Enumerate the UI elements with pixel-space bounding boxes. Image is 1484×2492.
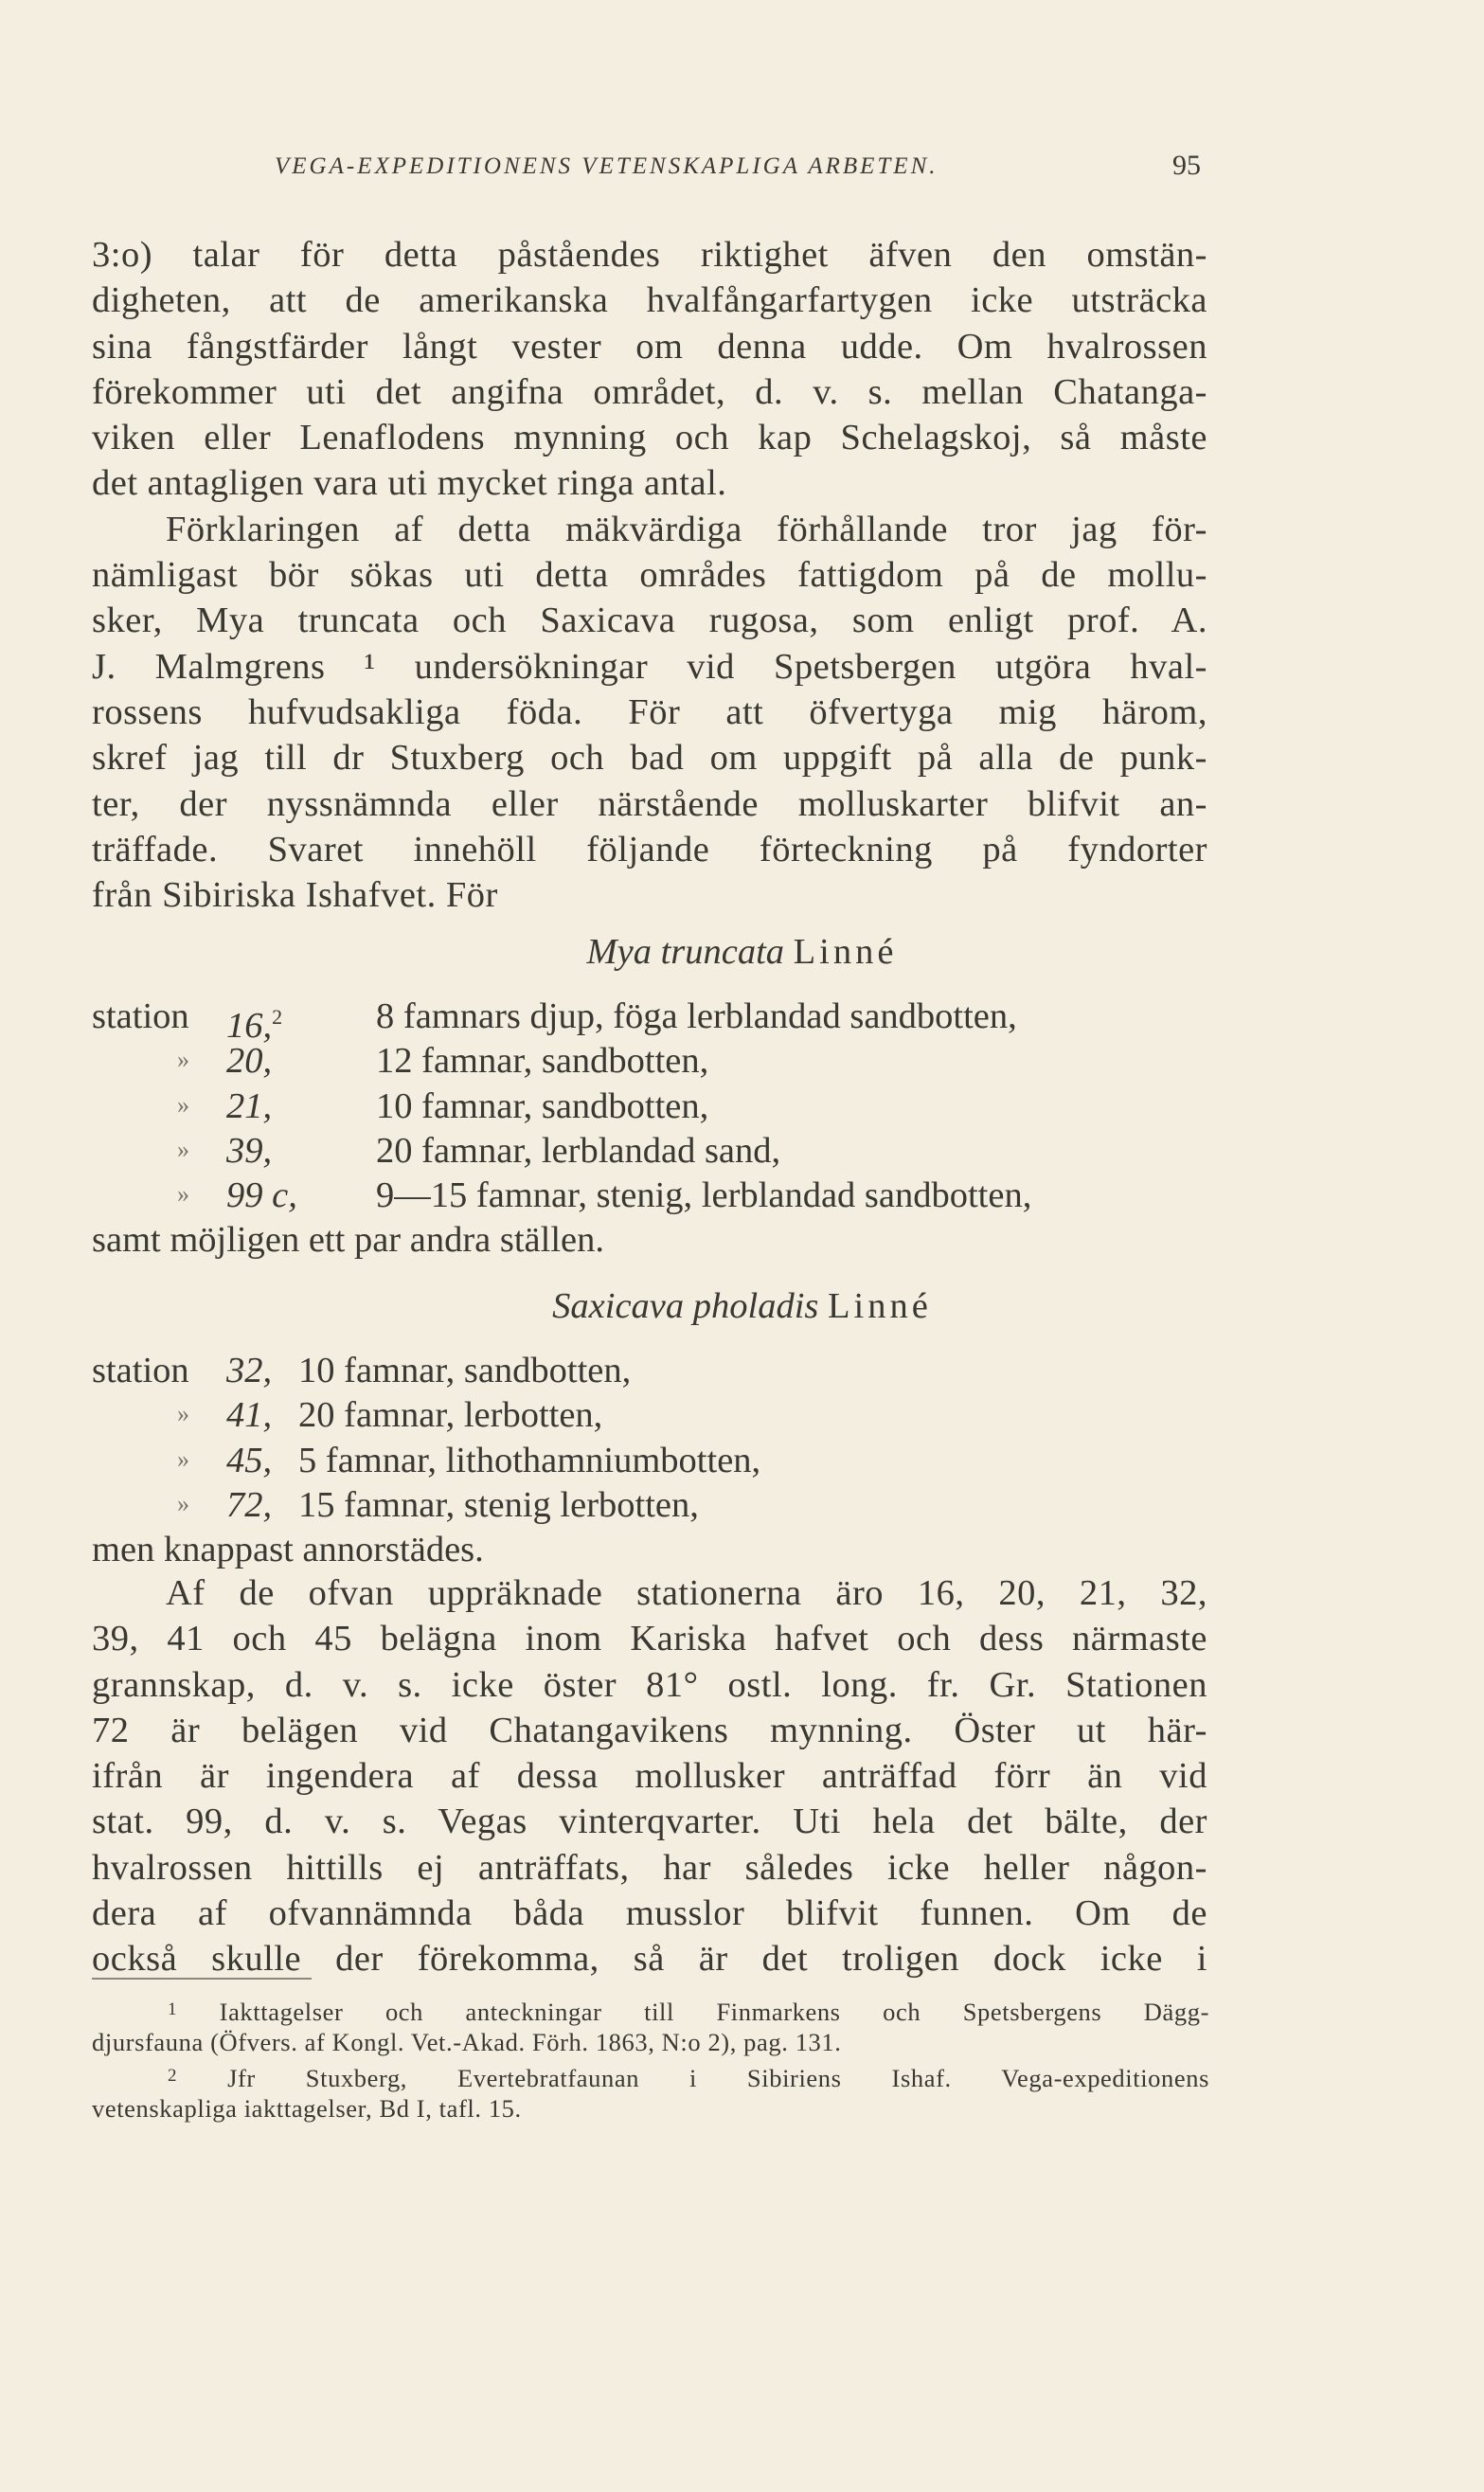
station-row (92, 1129, 1209, 1174)
station-number: 16,$^2$ (226, 1005, 283, 1046)
text-line: Förklaringen af detta mäkvärdiga förhållande tror jag för- (166, 509, 1207, 549)
footnote-line: $^2$ Jfr Stuxberg, Evertebratfaunan i Sibiriens Ishaf. Vega-expeditionens (168, 2064, 1209, 2092)
station-description: 10 famnar, sandbotten, (376, 1085, 709, 1126)
station-description: 12 famnar, sandbotten, (376, 1041, 709, 1082)
text-line: från Sibiriska Ishafvet. För (92, 875, 498, 916)
text-line: förekommer uti det angifna området, d. v. s. mellan Chatanga- (92, 371, 1207, 412)
station-row (92, 1439, 1209, 1483)
intro-paragraphs (92, 232, 1207, 918)
text-line: skref jag till dr Stuxberg och bad om uppgift på alla de punk- (92, 738, 1207, 779)
station-number: 41, (226, 1395, 273, 1436)
station-number: 32, (226, 1351, 273, 1390)
text-line: 72 är belägen vid Chatangavikens mynning. Öster ut här- (92, 1710, 1207, 1750)
text-line: det antagligen vara uti mycket ringa antal. (92, 463, 727, 504)
text-line: sina fångstfärder långt vester om denna udde. Om hvalrossen (92, 326, 1207, 367)
footnote-line: $^1$ Iakttagelser och anteckningar till Finmarkens och Spetsbergens Dägg- (168, 1998, 1209, 2026)
station-description: 10 famnar, sandbotten, (298, 1351, 632, 1390)
station-number: 21, (226, 1085, 273, 1126)
text-line: sker, Mya truncata och Saxicava rugosa, som enligt prof. A. (92, 601, 1207, 641)
species-heading-saxicava (0, 1285, 1484, 1327)
species-name: Saxicava pholadis (552, 1286, 819, 1326)
station-description: 20 famnar, lerblandad sand, (376, 1130, 781, 1171)
station-row (92, 1174, 1209, 1218)
station-list-mya (92, 995, 1209, 1264)
final-paragraph (92, 1570, 1207, 1982)
ditto-mark: » (177, 1444, 189, 1473)
text-line: Af de ofvan uppräknade stationerna äro 16, 20, 21, 32, (166, 1573, 1207, 1613)
text-line: ifrån är ingendera af dessa mollusker anträffad förr än vid (92, 1756, 1207, 1797)
station-row (92, 995, 1209, 1046)
station-list-saxicava (92, 1349, 1209, 1572)
text-line: nämligast bör sökas uti detta områdes fattigdom på de mollu- (92, 555, 1207, 596)
station-label: station (92, 996, 189, 1036)
text-line: viken eller Lenaflodens mynning och kap Schelagskoj, så måste (92, 418, 1207, 458)
station-number: 72, (226, 1484, 273, 1525)
ditto-mark: » (177, 1180, 189, 1209)
ditto-mark: » (177, 1046, 189, 1074)
species-name: Mya truncata (586, 932, 785, 972)
text-line: rossens hufvudsakliga föda. För att öfvertyga mig härom, (92, 691, 1207, 732)
text-line: hvalrossen hittills ej anträffats, har således icke heller någon- (92, 1847, 1207, 1888)
text-line: 3:o) talar för detta påståendes riktighet äfven den omstän- (92, 235, 1207, 275)
ditto-mark: » (177, 1135, 189, 1163)
station-row (92, 1039, 1209, 1084)
list-closing-line: men knappast annorstädes. (92, 1530, 484, 1570)
footnote-marker: 1 (168, 1999, 178, 2019)
page-number: 95 (1172, 150, 1201, 181)
text-line: digheten, att de amerikanska hvalfångarfartygen icke utsträcka (92, 280, 1207, 321)
station-description: 8 famnars djup, föga lerblandad sandbotten, (376, 996, 1017, 1036)
station-description: 5 famnar, lithothamniumbotten, (298, 1440, 761, 1480)
ditto-mark: » (177, 1489, 189, 1517)
station-number: 39, (226, 1130, 273, 1171)
footnotes (92, 1993, 1209, 2125)
station-row (92, 1349, 1209, 1393)
station-description: 20 famnar, lerbotten, (298, 1395, 603, 1436)
footnote-divider (92, 1978, 312, 1980)
station-row (92, 1483, 1209, 1528)
footnote-marker: 2 (168, 2066, 178, 2086)
text-line: ter, der nyssnämnda eller närstående molluskarter blifvit an- (92, 783, 1207, 824)
text-line: grannskap, d. v. s. icke öster 81° ostl. long. fr. Gr. Stationen (92, 1664, 1207, 1705)
ditto-mark: » (177, 1400, 189, 1428)
species-author: Linné (793, 932, 898, 972)
text-line: dera af ofvannämnda båda musslor blifvit funnen. Om de (92, 1893, 1207, 1934)
station-number: 45, (226, 1440, 273, 1480)
text-line: stat. 99, d. v. s. Vegas vinterqvarter. Uti hela det bälte, der (92, 1802, 1207, 1842)
station-label: station (92, 1351, 189, 1390)
running-title: VEGA-EXPEDITIONENS VETENSKAPLIGA ARBETEN. (275, 153, 939, 179)
station-number: 99 c, (226, 1175, 297, 1216)
station-number: 20, (226, 1041, 273, 1082)
species-author: Linné (828, 1286, 932, 1326)
station-row (92, 1393, 1209, 1438)
footnote-ref: 2 (272, 1005, 283, 1029)
text-line: 39, 41 och 45 belägna inom Kariska hafvet och dess närmaste (92, 1619, 1207, 1659)
text-line: träffade. Svaret innehöll följande förteckning på fyndorter (92, 829, 1207, 870)
species-heading-mya (0, 931, 1484, 973)
station-description: 15 famnar, stenig lerbotten, (298, 1484, 699, 1525)
text-line: också skulle der förekomma, så är det troligen dock icke i (92, 1939, 1207, 1980)
footnote-line: vetenskapliga iakttagelser, Bd I, tafl. 15. (92, 2094, 522, 2123)
ditto-mark: » (177, 1090, 189, 1119)
station-row (92, 1085, 1209, 1129)
list-closing-line: samt möjligen ett par andra ställen. (92, 1220, 604, 1261)
footnote-line: djursfauna (Öfvers. af Kongl. Vet.-Akad. Förh. 1863, N:o 2), pag. 131. (92, 2028, 842, 2056)
text-line: J. Malmgrens ¹ undersökningar vid Spetsbergen utgöra hval- (92, 646, 1207, 687)
station-description: 9—15 famnar, stenig, lerblandad sandbotten, (376, 1175, 1032, 1216)
